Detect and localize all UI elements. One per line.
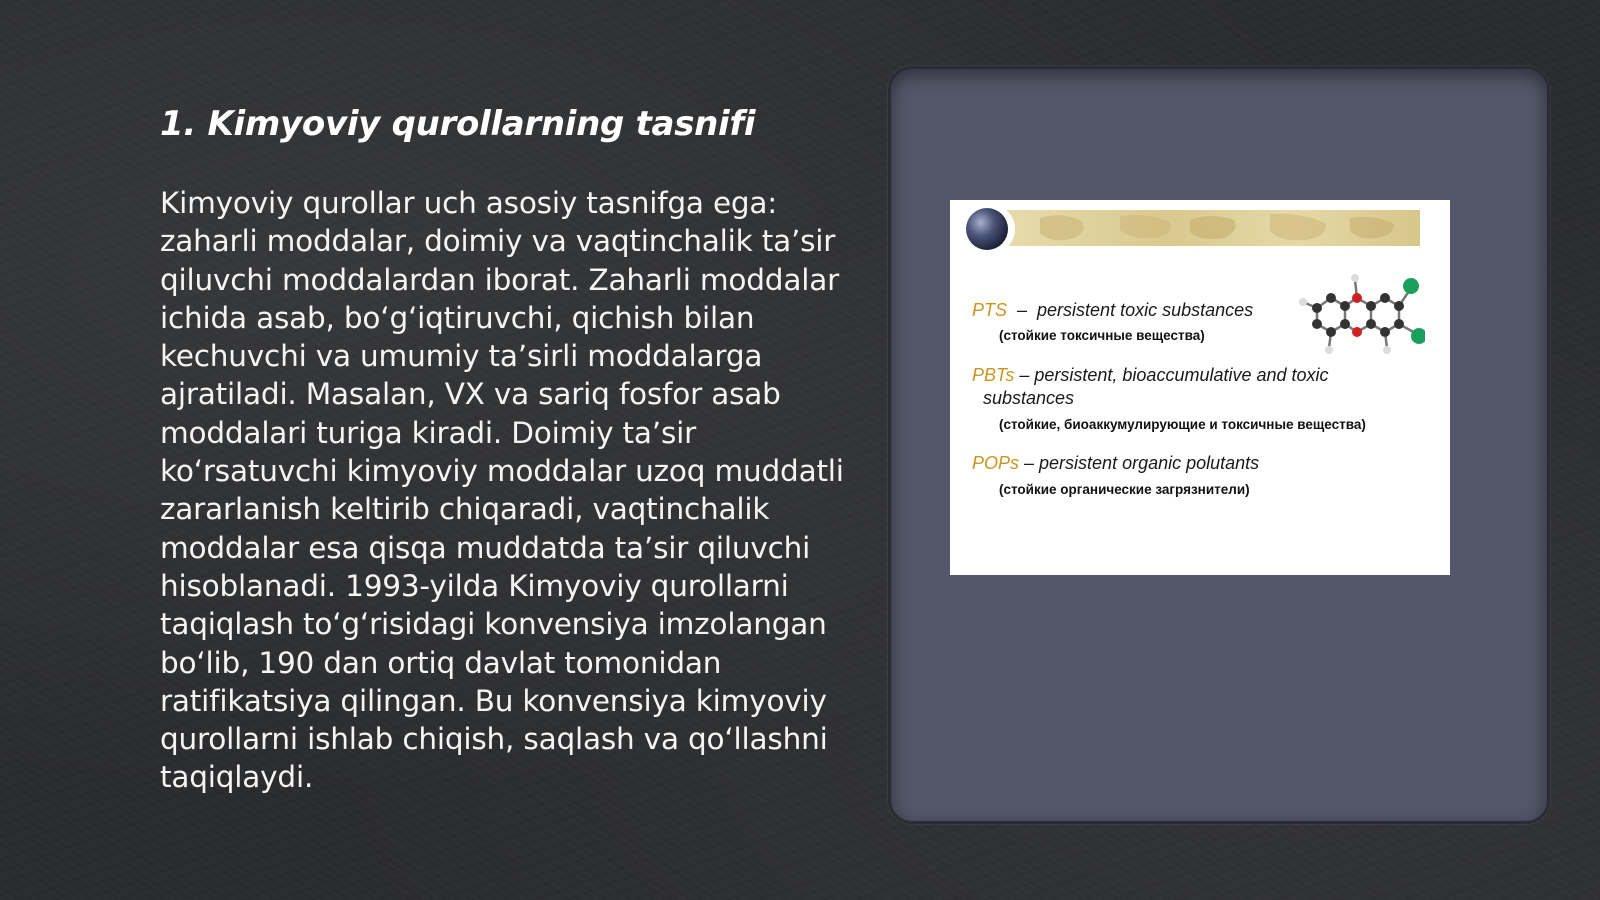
desc-pbts-line2: substances	[983, 388, 1075, 408]
embedded-slide-image	[950, 200, 1450, 575]
molecule-icon	[1295, 268, 1425, 358]
banner-strip	[1000, 210, 1420, 246]
desc-pops: persistent organic polutants	[1039, 453, 1260, 473]
desc-pbts: persistent, bioaccumulative and toxic	[1034, 365, 1329, 385]
slide-body-text: Kimyoviy qurollar uch asosiy tasnifga ega: zaharli moddalar, doimiy va vaqtinchalik ta’sir qiluvchi moddalardan iborat. Zaharli moddalar ichida asab, bo‘g‘iqtiruvchi, qichish bilan kechuvchi va umumiy ta’sirli moddalarga ajratiladi. Masalan, VX va sariq fosfor asab moddalari turiga kiradi. Doimiy ta’sir ko‘rsatuvchi kimyoviy moddalar uzoq muddatli zararlanish keltirib chiqaradi, vaqtinchalik moddalar esa qisqa muddatda ta’sir qiluvchi hisoblanadi. 1993-yilda Kimyoviy qurollarni taqiqlash to‘g‘risidagi konvensiya imzolangan bo‘lib, 190 dan ortiq davlat tomonidan ratifikatsiya qilingan. Bu konvensiya kimyoviy qurollarni ishlab chiqish, saqlash va qo‘llashni taqiqlaydi.	[160, 186, 844, 795]
ru-pops: (стойкие органические загрязнители)	[999, 482, 1250, 497]
abbr-pbts: PBTs	[972, 365, 1015, 385]
ru-pbts: (стойкие, биоаккумулирующие и токсичные вещества)	[999, 417, 1366, 432]
separator: –	[1019, 453, 1040, 473]
slide-title: 1. Kimyoviy qurollarning tasnifi	[160, 104, 756, 144]
entry-pops	[972, 453, 1259, 474]
separator: –	[1007, 300, 1038, 320]
separator: –	[1014, 365, 1035, 385]
ru-pts: (стойкие токсичные вещества)	[999, 328, 1205, 343]
entry-pbts	[972, 365, 1329, 386]
desc-pts: persistent toxic substances	[1037, 300, 1254, 320]
world-map-watermark	[1000, 210, 1420, 246]
globe-icon	[966, 208, 1008, 250]
abbr-pops: POPs	[972, 453, 1020, 473]
entry-pts	[972, 300, 1253, 321]
abbr-pts: PTS	[972, 300, 1008, 320]
